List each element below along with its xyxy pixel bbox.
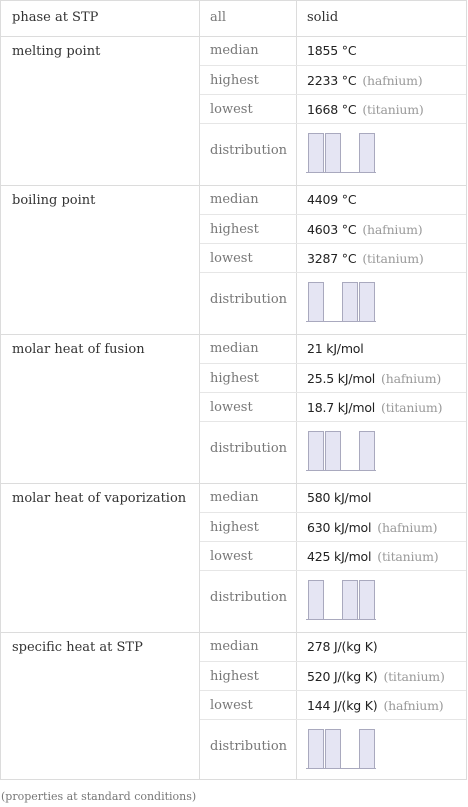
stat-row-median <box>200 334 466 363</box>
property-name: molar heat of vaporization <box>12 491 187 506</box>
stat-value: 144 J/(kg K) <box>307 698 378 713</box>
distribution-label: distribution <box>210 441 288 456</box>
stat-value: 1855 °C <box>307 43 357 58</box>
distribution-row <box>200 719 466 781</box>
stat-element-note: (titanium) <box>377 549 439 564</box>
histogram-bar <box>308 282 324 322</box>
stat-row-highest <box>200 661 466 690</box>
histogram-baseline <box>306 470 376 471</box>
stat-label: highest <box>210 520 259 535</box>
stat-row-highest <box>200 512 466 541</box>
histogram-baseline <box>306 172 376 173</box>
stat-element-note: (hafnium) <box>383 698 444 713</box>
stat-label: lowest <box>210 102 253 117</box>
stat-row-lowest <box>200 243 466 272</box>
property-name-cell <box>1 632 199 781</box>
stat-value-group <box>307 669 445 684</box>
stat-element-note: (titanium) <box>362 102 424 117</box>
stat-label: median <box>210 639 259 654</box>
stat-value-group <box>307 490 371 505</box>
distribution-row <box>200 570 466 632</box>
stat-value: 520 J/(kg K) <box>307 669 378 684</box>
stat-value: 1668 °C <box>307 102 357 117</box>
stat-element-note: (titanium) <box>383 669 445 684</box>
stat-value: 25.5 kJ/mol <box>307 371 376 386</box>
stat-value: 4409 °C <box>307 192 357 207</box>
distribution-label: distribution <box>210 292 288 307</box>
stat-label: lowest <box>210 400 253 415</box>
histogram-baseline <box>306 619 376 620</box>
stat-value-group <box>307 520 437 535</box>
stat-value-group <box>307 341 364 356</box>
stat-row-median <box>200 632 466 661</box>
stat-value: 580 kJ/mol <box>307 490 372 505</box>
stat-row-median <box>200 483 466 512</box>
stat-element-note: (titanium) <box>381 400 443 415</box>
stat-value-group <box>307 73 422 88</box>
stat-row-highest <box>200 65 466 94</box>
table-header <box>1 1 466 37</box>
histogram-bar <box>359 729 375 769</box>
stat-value: 425 kJ/mol <box>307 549 372 564</box>
stat-label: lowest <box>210 251 253 266</box>
stat-label: lowest <box>210 549 253 564</box>
stat-value: 21 kJ/mol <box>307 341 364 356</box>
stat-value-group <box>307 222 422 237</box>
stat-value: 630 kJ/mol <box>307 520 372 535</box>
histogram-bar <box>342 282 358 322</box>
distribution-row <box>200 123 466 185</box>
property-name: boiling point <box>12 193 96 208</box>
stat-label: highest <box>210 371 259 386</box>
stat-value: 278 J/(kg K) <box>307 639 378 654</box>
stat-element-note: (hafnium) <box>362 73 423 88</box>
histogram-baseline <box>306 768 376 769</box>
histogram-bar <box>359 580 375 620</box>
histogram-bar <box>325 133 341 173</box>
histogram-bar <box>308 729 324 769</box>
stat-value-group <box>307 400 442 415</box>
header-solid: solid <box>307 10 339 25</box>
property-name: melting point <box>12 44 101 59</box>
stat-label: lowest <box>210 698 253 713</box>
distribution-histogram <box>306 431 376 471</box>
header-all: all <box>210 10 227 25</box>
stat-label: highest <box>210 73 259 88</box>
histogram-bar <box>308 431 324 471</box>
stat-row-lowest <box>200 94 466 123</box>
property-name-cell <box>1 483 199 632</box>
histogram-bar <box>342 580 358 620</box>
stat-value: 18.7 kJ/mol <box>307 400 376 415</box>
histogram-bar <box>359 133 375 173</box>
stat-label: median <box>210 490 259 505</box>
histogram-bar <box>308 133 324 173</box>
property-name-cell <box>1 334 199 483</box>
histogram-bar <box>325 729 341 769</box>
distribution-histogram <box>306 580 376 620</box>
distribution-label: distribution <box>210 739 288 754</box>
distribution-histogram <box>306 282 376 322</box>
histogram-bar <box>325 431 341 471</box>
property-name: molar heat of fusion <box>12 342 145 357</box>
stat-label: median <box>210 341 259 356</box>
stat-value: 2233 °C <box>307 73 357 88</box>
distribution-histogram <box>306 133 376 173</box>
stat-element-note: (hafnium) <box>381 371 442 386</box>
distribution-row <box>200 421 466 483</box>
property-name: specific heat at STP <box>12 640 143 655</box>
histogram-bar <box>359 282 375 322</box>
histogram-baseline <box>306 321 376 322</box>
stat-value-group <box>307 192 356 207</box>
stat-element-note: (hafnium) <box>362 222 423 237</box>
stat-row-lowest <box>200 690 466 719</box>
stat-value-group <box>307 43 356 58</box>
stat-value-group <box>307 698 443 713</box>
stat-label: highest <box>210 669 259 684</box>
stat-row-median <box>200 185 466 214</box>
distribution-label: distribution <box>210 590 288 605</box>
stat-label: median <box>210 192 259 207</box>
distribution-histogram <box>306 729 376 769</box>
stat-value: 3287 °C <box>307 251 357 266</box>
histogram-bar <box>359 431 375 471</box>
property-name-cell <box>1 36 199 185</box>
stat-row-lowest <box>200 541 466 570</box>
histogram-bar <box>308 580 324 620</box>
stat-row-highest <box>200 363 466 392</box>
stat-element-note: (hafnium) <box>377 520 438 535</box>
distribution-row <box>200 272 466 334</box>
header-phase: phase at STP <box>12 10 99 25</box>
distribution-label: distribution <box>210 143 288 158</box>
stat-element-note: (titanium) <box>362 251 424 266</box>
stat-row-median <box>200 36 466 65</box>
footnote: (properties at standard conditions) <box>1 790 197 803</box>
stat-value-group <box>307 102 424 117</box>
stat-value-group <box>307 549 438 564</box>
stat-value-group <box>307 251 424 266</box>
stat-row-lowest <box>200 392 466 421</box>
property-name-cell <box>1 185 199 334</box>
stat-value-group <box>307 639 377 654</box>
stat-row-highest <box>200 214 466 243</box>
stat-label: median <box>210 43 259 58</box>
stat-value-group <box>307 371 441 386</box>
stat-value: 4603 °C <box>307 222 357 237</box>
stat-label: highest <box>210 222 259 237</box>
